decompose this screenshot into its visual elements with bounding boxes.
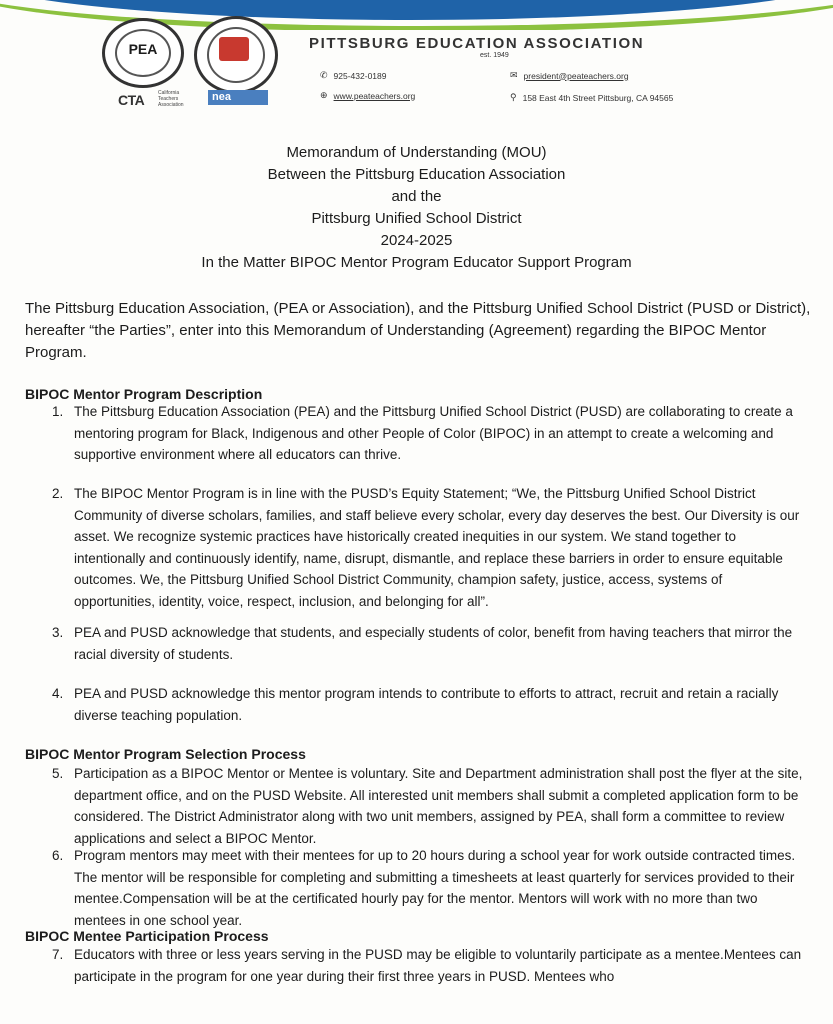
list-item: 2. The BIPOC Mentor Program is in line with the PUSD’s Equity Statement; “We, the Pittsburg Unified School District Community of diverse scholars, families, and staff believe every scholar, every day deserves the best. Our Diversity is our asset. We recognize systemic practices have historically created inequities in our system. We stand together to intentionally and continuously identify, name, disrupt, dismantle, and replace these barriers in order to ensure equitable outcomes. We, the Pittsburg Unified School District Community, champion safety, justice, access, systems of opportunities, identity, voice, respect, inclusion, and belonging for all”. <box>52 486 800 609</box>
section-heading-description: BIPOC Mentor Program Description <box>25 386 263 402</box>
title-line: Between the Pittsburg Education Association <box>267 166 566 183</box>
intro-paragraph: The Pittsburg Education Association, (PEA or Association), and the Pittsburg Unified School District (PUSD or District), hereafter “the Parties”, enter into this Memorandum of Understanding (Agreement) regarding the BIPOC Mentor Program. <box>25 300 811 361</box>
memo-title <box>0 142 833 274</box>
title-line: 2024-2025 <box>380 232 453 249</box>
section-heading-selection: BIPOC Mentor Program Selection Process <box>25 746 306 762</box>
address: ⚲ 158 East 4th Street Pittsburg, CA 94565 <box>510 92 674 103</box>
email: ✉ president@peateachers.org <box>510 70 629 81</box>
pea-seal-logo: PEA <box>102 18 184 88</box>
list-item: 5. Participation as a BIPOC Mentor or Mentee is voluntary. Site and Department administration shall post the flyer at the site, department office, and on the PUSD Website. All interested unit members shall submit a completed application form to be considered. The District Administrator along with two unit members, assigned by PEA, shall form a committee to review applications and select a BIPOC Mentor. <box>52 766 803 846</box>
section-heading-mentee: BIPOC Mentee Participation Process <box>25 928 269 944</box>
phone-icon: ✆ <box>320 70 328 80</box>
phone: ✆ 925-432-0189 <box>320 70 387 81</box>
list-item: 6. Program mentors may meet with their mentees for up to 20 hours during a school year for work outside contracted times. The mentor will be responsible for completing and submitting a timesheets at least quarterly for services provided to their mentee.Compensation will be at the certificated hourly pay for the mentor. Mentors will work with no more than two mentees in one school year. <box>52 848 796 928</box>
title-line: Pittsburg Unified School District <box>311 210 522 227</box>
title-line: In the Matter BIPOC Mentor Program Educator Support Program <box>201 254 632 271</box>
title-line: Memorandum of Understanding (MOU) <box>286 144 547 161</box>
location-pin-icon: ⚲ <box>510 92 517 102</box>
list-item: 4. PEA and PUSD acknowledge this mentor program intends to contribute to efforts to attract, recruit and retain a racially diverse teaching population. <box>52 686 779 723</box>
cta-logo: CTA <box>118 92 145 108</box>
nea-logo: nea <box>208 90 268 105</box>
org-name: PITTSBURG EDUCATION ASSOCIATION <box>309 35 645 52</box>
mail-icon: ✉ <box>510 70 518 80</box>
est-year: est. 1949 <box>480 52 509 59</box>
website: ⊕ www.peateachers.org <box>320 90 416 101</box>
cta-logo-subtext: California Teachers Association <box>158 90 184 108</box>
list-item: 1. The Pittsburg Education Association (PEA) and the Pittsburg Unified School District (PUSD) are collaborating to create a mentoring program for Black, Indigenous and other People of Color (BIPOC) in an attempt to create a welcoming and supportive environment where all educators can thrive. <box>52 404 793 462</box>
coalition-seal-logo <box>194 16 278 94</box>
title-line: and the <box>391 188 442 205</box>
list-item: 3. PEA and PUSD acknowledge that students, and especially students of color, benefit from having teachers that mirror the racial diversity of students. <box>52 625 793 662</box>
list-item: 7. Educators with three or less years serving in the PUSD may be eligible to voluntarily participate as a mentee.Mentees can participate in the program for one year during their first three years in PUSD. Mentees who <box>52 947 802 984</box>
globe-icon: ⊕ <box>320 90 328 100</box>
